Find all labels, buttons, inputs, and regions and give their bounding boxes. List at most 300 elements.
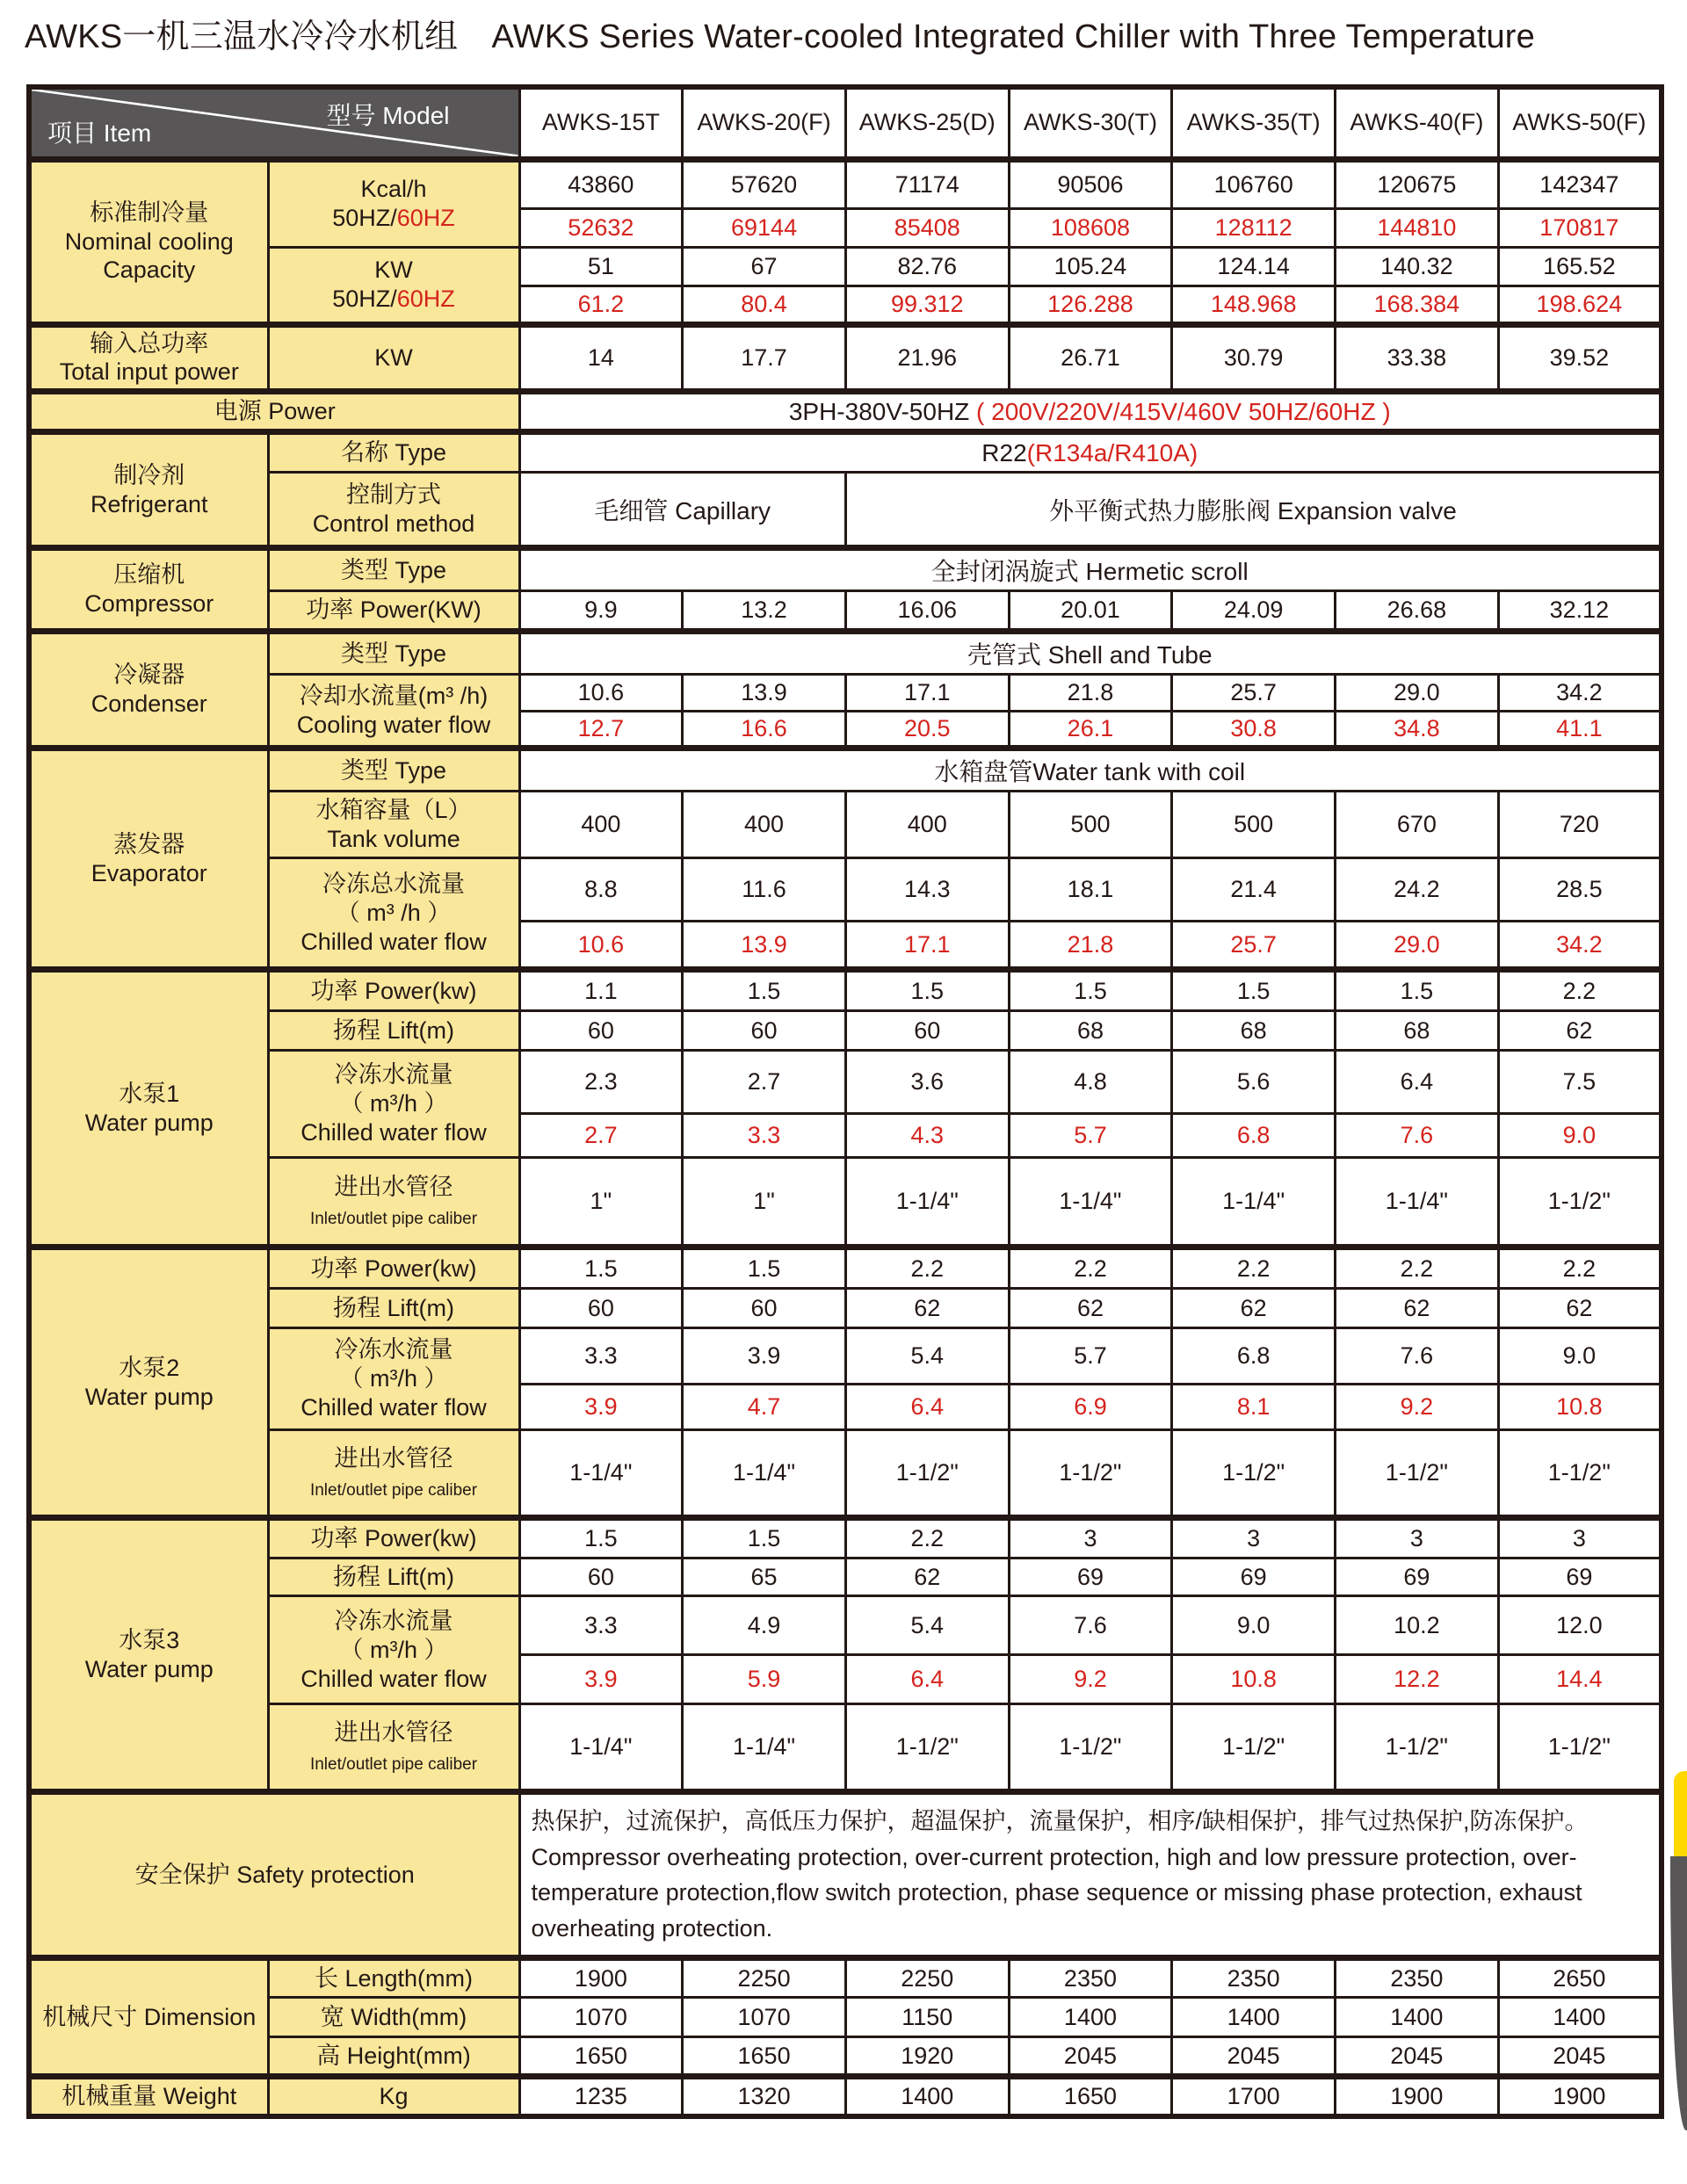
label-line: [35, 329, 264, 358]
spec-value-cell: 17.1: [845, 675, 1009, 712]
spec-value-cell: 69144: [683, 208, 846, 247]
text-segment: 功率 Power(kw): [310, 977, 477, 1004]
label-line: [273, 870, 515, 899]
table-row: [29, 1430, 1662, 1518]
table-row: [29, 1158, 1662, 1247]
row-label: [268, 632, 519, 675]
spec-value-cell: 12.7: [519, 712, 683, 748]
spec-value-cell: 2.7: [519, 1114, 683, 1158]
text-segment: 水泵1: [119, 1080, 180, 1107]
text-segment: 长 Length(mm): [314, 1964, 474, 1992]
spec-value-cell: 8.8: [519, 858, 683, 922]
text-segment: Condenser: [91, 691, 207, 718]
text-segment: 机械重量 Weight: [62, 2083, 237, 2110]
spec-value-cell: 1.5: [1009, 970, 1172, 1011]
text-segment: 60HZ: [396, 205, 455, 231]
safety-text-en: Compressor overheating protection, over-current protection, high and low pressure protection, over-temperature protection,flow switch protection, phase sequence or missing phase protection, exhaust overheating protection.: [531, 1843, 1582, 1942]
label-line: [35, 199, 264, 228]
spec-value-cell: 2045: [1009, 2037, 1172, 2077]
text-segment: 蒸发器: [113, 830, 185, 857]
spec-value-cell: 26.68: [1336, 591, 1499, 632]
spec-value-cell: 4.7: [683, 1385, 846, 1430]
spec-value-cell: 1-1/2": [1498, 1704, 1662, 1792]
spec-value-cell: 105.24: [1009, 247, 1172, 286]
label-line: [273, 1444, 515, 1473]
spec-value-cell: 1-1/2": [845, 1704, 1009, 1792]
spec-value-cell: 2.2: [1172, 1247, 1336, 1289]
spec-value-cell: 20.01: [1009, 591, 1172, 632]
group-label: [29, 324, 268, 392]
spec-value-cell: 3.6: [845, 1051, 1009, 1114]
spec-table-body: [29, 159, 1662, 2116]
spec-value-cell: 144810: [1336, 208, 1499, 247]
text-segment: （ m³/h ）: [339, 1636, 448, 1663]
spec-value-cell: 14.3: [845, 858, 1009, 922]
spec-value-cell: 25.7: [1172, 922, 1336, 970]
table-row: [29, 324, 1662, 392]
text-segment: ( 200V/220V/415V/460V 50HZ/60HZ ): [976, 397, 1391, 425]
group-label: [29, 1792, 519, 1958]
table-row: [29, 1051, 1662, 1114]
model-header: AWKS-25(D): [845, 87, 1009, 159]
label-line: [35, 830, 264, 859]
spec-value-cell: 2.2: [1009, 1247, 1172, 1289]
label-line: [273, 175, 515, 204]
text-segment: 扬程 Lift(m): [333, 1294, 454, 1321]
text-segment: Water pump: [84, 1655, 214, 1682]
text-segment: Water pump: [84, 1383, 214, 1410]
label-line: [35, 1109, 264, 1138]
label-line: [35, 859, 264, 888]
label-line: [273, 1473, 515, 1502]
model-header: AWKS-50(F): [1498, 87, 1662, 159]
row-label: [268, 548, 519, 591]
label-line: [273, 756, 515, 785]
spec-value-cell: 670: [1336, 792, 1499, 858]
text-segment: （ m³/h ）: [339, 1365, 448, 1392]
text-segment: 扬程 Lift(m): [333, 1563, 454, 1590]
label-line: [273, 825, 515, 854]
spec-value-cell: 7.5: [1498, 1051, 1662, 1114]
label-line: [273, 2082, 515, 2111]
spec-value-cell: 142347: [1498, 159, 1662, 208]
label-line: [35, 358, 264, 387]
row-label: [268, 2077, 519, 2116]
text-segment: 50HZ/: [332, 286, 397, 312]
label-line: [273, 928, 515, 957]
spec-value-cell: 13.9: [683, 675, 846, 712]
spec-value-cell: 10.8: [1498, 1385, 1662, 1430]
text-segment: 压缩机: [113, 561, 185, 589]
spec-value-cell: 500: [1009, 792, 1172, 858]
label-line: [35, 397, 515, 426]
row-label: [268, 1958, 519, 1998]
spec-value-cell: 1-1/2": [1336, 1704, 1499, 1792]
spec-value-cell: 1.5: [1336, 970, 1499, 1011]
spec-value-cell: 1070: [683, 1998, 846, 2037]
group-label: [29, 159, 268, 324]
label-line: [35, 661, 264, 690]
table-row: [29, 970, 1662, 1011]
label-line: [273, 556, 515, 585]
group-label: [29, 970, 268, 1247]
spec-span-cell: [519, 748, 1662, 792]
spec-value-cell: 7.6: [1336, 1328, 1499, 1385]
group-label: [29, 548, 268, 632]
spec-value-cell: 2.2: [1336, 1247, 1499, 1289]
spec-value-cell: 62: [1336, 1289, 1499, 1328]
label-line: [273, 1607, 515, 1636]
text-segment: Chilled water flow: [300, 1665, 487, 1692]
spec-table-header: [29, 87, 1662, 159]
label-line: [273, 1665, 515, 1694]
spec-value-cell: 57620: [683, 159, 846, 208]
right-edge-gray-ribbon: [1670, 1856, 1687, 2130]
spec-value-cell: 10.8: [1172, 1655, 1336, 1704]
label-line: [35, 560, 264, 589]
spec-value-cell: 2.3: [519, 1051, 683, 1114]
text-segment: 高 Height(mm): [316, 2042, 471, 2069]
text-segment: KW: [374, 257, 413, 284]
spec-value-cell: 1400: [845, 2077, 1009, 2116]
spec-value-cell: 2.2: [845, 1247, 1009, 1289]
label-line: [273, 1118, 515, 1147]
row-label: [268, 159, 519, 247]
text-segment: 功率 Power(KW): [306, 597, 481, 624]
table-row: [29, 247, 1662, 286]
spec-value-cell: 7.6: [1336, 1114, 1499, 1158]
spec-value-cell: 3.9: [683, 1328, 846, 1385]
spec-value-cell: 12.0: [1498, 1596, 1662, 1655]
spec-value-cell: 2350: [1009, 1958, 1172, 1998]
label-line: [35, 1080, 264, 1109]
spec-value-cell: 18.1: [1009, 858, 1172, 922]
spec-value-cell: 1070: [519, 1998, 683, 2037]
safety-text-zh: 热保护，过流保护，高低压力保护，超温保护，流量保护，相序/缺相保护，排气过热保护,防冻保护。: [531, 1808, 1589, 1835]
text-segment: 电源 Power: [214, 398, 336, 425]
spec-value-cell: 4.3: [845, 1114, 1009, 1158]
spec-value-cell: 5.7: [1009, 1114, 1172, 1158]
table-row: [29, 1289, 1662, 1328]
row-label: [268, 324, 519, 392]
spec-value-cell: 24.2: [1336, 858, 1499, 922]
spec-value-cell: 2.2: [1498, 970, 1662, 1011]
spec-value-cell: 124.14: [1172, 247, 1336, 286]
label-line: [273, 2042, 515, 2071]
label-line: [273, 1016, 515, 1045]
spec-value-cell: 62: [1172, 1289, 1336, 1328]
spec-value-cell: 16.6: [683, 712, 846, 748]
spec-value-cell: 30.79: [1172, 324, 1336, 392]
spec-value-cell: 4.8: [1009, 1051, 1172, 1114]
spec-value-cell: 6.9: [1009, 1385, 1172, 1430]
label-line: [273, 640, 515, 669]
row-label: [268, 1158, 519, 1247]
spec-value-cell: 30.8: [1172, 712, 1336, 748]
spec-value-cell: 29.0: [1336, 922, 1499, 970]
text-segment: Chilled water flow: [300, 1394, 487, 1421]
spec-value-cell: 14.4: [1498, 1655, 1662, 1704]
row-label: [268, 858, 519, 970]
label-line: [273, 2003, 515, 2032]
spec-value-cell: 400: [683, 792, 846, 858]
spec-value-cell: 41.1: [1498, 712, 1662, 748]
spec-value-cell: 400: [519, 792, 683, 858]
spec-value-cell: 9.9: [519, 591, 683, 632]
spec-value-cell: 60: [519, 1558, 683, 1596]
spec-value-cell: 85408: [845, 208, 1009, 247]
text-segment: Capacity: [103, 257, 196, 284]
spec-value-cell: 10.6: [519, 922, 683, 970]
text-segment: 水箱盘管Water tank with coil: [934, 758, 1246, 786]
spec-value-cell: 60: [519, 1289, 683, 1328]
label-line: [273, 285, 515, 314]
model-header: AWKS-30(T): [1009, 87, 1172, 159]
spec-value-cell: 21.4: [1172, 858, 1336, 922]
spec-value-cell: 33.38: [1336, 324, 1499, 392]
label-line: [273, 510, 515, 539]
spec-value-cell: 128112: [1172, 208, 1336, 247]
spec-value-cell: 9.0: [1498, 1328, 1662, 1385]
label-line: [273, 1563, 515, 1592]
spec-value-cell: 1320: [683, 2077, 846, 2116]
spec-value-cell: 10.6: [519, 675, 683, 712]
spec-value-cell: 60: [519, 1011, 683, 1051]
row-label: [268, 473, 519, 548]
spec-value-cell: 68: [1336, 1011, 1499, 1051]
label-line: [35, 1354, 264, 1383]
text-segment: Total input power: [59, 358, 239, 386]
spec-value-cell: 67: [683, 247, 846, 286]
spec-value-cell: 69: [1009, 1558, 1172, 1596]
group-label: [29, 2077, 268, 2116]
row-label: [268, 1011, 519, 1051]
table-row: [29, 632, 1662, 675]
spec-value-cell: 62: [845, 1558, 1009, 1596]
text-segment: （ m³/h ）: [339, 1090, 448, 1117]
spec-value-cell: 82.76: [845, 247, 1009, 286]
table-row: [29, 1328, 1662, 1385]
label-line: [35, 256, 264, 285]
text-segment: 冷却水流量(m³ /h): [299, 682, 489, 709]
text-segment: 冷冻水流量: [334, 1061, 453, 1088]
spec-value-cell: 1400: [1336, 1998, 1499, 2037]
spec-value-cell: 108608: [1009, 208, 1172, 247]
spec-value-cell: 21.8: [1009, 922, 1172, 970]
table-row: [29, 748, 1662, 792]
text-segment: 进出水管径: [334, 1718, 453, 1746]
label-line: [273, 438, 515, 467]
spec-value-cell: 1-1/2": [1336, 1430, 1499, 1518]
table-row: [29, 392, 1662, 432]
model-header: AWKS-35(T): [1172, 87, 1336, 159]
table-row: [29, 548, 1662, 591]
text-segment: 类型 Type: [340, 640, 447, 667]
spec-value-cell: 2250: [683, 1958, 846, 1998]
spec-value-cell: 3: [1172, 1518, 1336, 1558]
row-label: [268, 2037, 519, 2077]
label-line: [35, 461, 264, 490]
spec-value-cell: 2350: [1172, 1958, 1336, 1998]
label-line: [35, 1655, 264, 1684]
spec-value-cell: 1-1/2": [1498, 1158, 1662, 1247]
spec-value-cell: 16.06: [845, 591, 1009, 632]
spec-value-cell: 10.2: [1336, 1596, 1499, 1655]
spec-value-cell: 500: [1172, 792, 1336, 858]
label-line: [273, 899, 515, 928]
group-label: [29, 1518, 268, 1792]
group-label: [29, 432, 268, 548]
spec-value-cell: 6.4: [1336, 1051, 1499, 1114]
row-label: [268, 1558, 519, 1596]
spec-value-cell: 69: [1498, 1558, 1662, 1596]
spec-value-cell: 9.2: [1336, 1385, 1499, 1430]
spec-value-cell: 2350: [1336, 1958, 1499, 1998]
label-line: [273, 596, 515, 625]
text-segment: Water pump: [84, 1109, 214, 1136]
label-line: [35, 2003, 264, 2032]
spec-value-cell: 26.1: [1009, 712, 1172, 748]
row-label: [268, 1328, 519, 1430]
text-segment: 3PH-380V-50HZ: [788, 397, 977, 425]
spec-value-cell: 21.96: [845, 324, 1009, 392]
row-label: [268, 432, 519, 473]
spec-value-cell: 6.4: [845, 1655, 1009, 1704]
spec-value-cell: 13.2: [683, 591, 846, 632]
spec-value-cell: 90506: [1009, 159, 1172, 208]
label-line: [273, 1718, 515, 1747]
spec-value-cell: 140.32: [1336, 247, 1499, 286]
table-row: [29, 1247, 1662, 1289]
row-label: [268, 1051, 519, 1158]
text-segment: Cooling water flow: [296, 711, 491, 738]
spec-value-cell: 1.5: [1172, 970, 1336, 1011]
text-segment: 进出水管径: [334, 1444, 453, 1472]
table-row: [29, 1518, 1662, 1558]
table-row: [29, 2037, 1662, 2077]
spec-value-cell: 1900: [1498, 2077, 1662, 2116]
label-line: [273, 711, 515, 740]
spec-value-cell: 3: [1498, 1518, 1662, 1558]
spec-value-cell: 1900: [519, 1958, 683, 1998]
model-header: AWKS-20(F): [683, 87, 846, 159]
label-line: [35, 589, 264, 618]
spec-value-cell: 1650: [1009, 2077, 1172, 2116]
spec-value-cell: 60: [683, 1289, 846, 1328]
row-label: [268, 1247, 519, 1289]
spec-value-cell: 1-1/2": [1172, 1430, 1336, 1518]
text-segment: 制冷剂: [113, 461, 185, 488]
model-header: AWKS-40(F): [1336, 87, 1499, 159]
spec-value-cell: 69: [1336, 1558, 1499, 1596]
label-line: [273, 796, 515, 825]
spec-value-cell: 1-1/4": [845, 1158, 1009, 1247]
label-line: [273, 1089, 515, 1118]
text-segment: (R134a/R410A): [1026, 438, 1198, 466]
spec-split-cell: 毛细管 Capillary: [519, 473, 845, 548]
group-label: [29, 632, 268, 748]
safety-protection-text: [519, 1792, 1662, 1958]
table-row: [29, 1558, 1662, 1596]
text-segment: 控制方式: [346, 481, 441, 508]
label-line: [35, 690, 264, 719]
spec-value-cell: 17.7: [683, 324, 846, 392]
table-row: [29, 1596, 1662, 1655]
spec-value-cell: 1650: [519, 2037, 683, 2077]
spec-value-cell: 1650: [683, 2037, 846, 2077]
text-segment: 功率 Power(kw): [310, 1255, 477, 1282]
label-line: [273, 1964, 515, 1993]
spec-value-cell: 1-1/4": [1009, 1158, 1172, 1247]
spec-value-cell: 1.1: [519, 970, 683, 1011]
spec-value-cell: 11.6: [683, 858, 846, 922]
spec-span-cell: [519, 548, 1662, 591]
spec-value-cell: 32.12: [1498, 591, 1662, 632]
text-segment: 扬程 Lift(m): [333, 1016, 454, 1044]
spec-value-cell: 3.3: [519, 1596, 683, 1655]
text-segment: （ m³ /h ）: [336, 899, 452, 926]
text-segment: 壳管式 Shell and Tube: [967, 641, 1213, 669]
row-label: [268, 970, 519, 1011]
row-label: [268, 1518, 519, 1558]
spec-value-cell: 1400: [1498, 1998, 1662, 2037]
spec-value-cell: 165.52: [1498, 247, 1662, 286]
spec-value-cell: 14: [519, 324, 683, 392]
spec-span-cell: [519, 432, 1662, 473]
text-segment: Tank volume: [327, 825, 460, 852]
spec-value-cell: 1.5: [683, 1518, 846, 1558]
row-label: [268, 1704, 519, 1792]
text-segment: Evaporator: [91, 859, 207, 886]
row-label: [268, 1289, 519, 1328]
spec-value-cell: 1400: [1172, 1998, 1336, 2037]
table-row: [29, 473, 1662, 548]
table-row: [29, 1704, 1662, 1792]
label-line: [273, 977, 515, 1006]
spec-value-cell: 80.4: [683, 286, 846, 324]
table-row: [29, 159, 1662, 208]
spec-value-cell: 1700: [1172, 2077, 1336, 2116]
text-segment: 水泵3: [119, 1626, 180, 1653]
spec-value-cell: 1.5: [519, 1247, 683, 1289]
spec-value-cell: 1-1/4": [519, 1704, 683, 1792]
spec-value-cell: 68: [1172, 1011, 1336, 1051]
corner-model-label: 型号 Model: [326, 102, 450, 129]
spec-value-cell: 68: [1009, 1011, 1172, 1051]
spec-value-cell: 3.9: [519, 1385, 683, 1430]
text-segment: 冷冻水流量: [334, 1607, 453, 1634]
label-line: [273, 1335, 515, 1364]
table-row: [29, 1958, 1662, 1998]
spec-value-cell: 2045: [1172, 2037, 1336, 2077]
spec-value-cell: 28.5: [1498, 858, 1662, 922]
right-edge-yellow-ribbon: [1674, 1771, 1687, 1856]
spec-value-cell: 9.0: [1498, 1114, 1662, 1158]
row-label: [268, 1430, 519, 1518]
label-line: [35, 2082, 264, 2111]
spec-value-cell: 6.8: [1172, 1114, 1336, 1158]
text-segment: R22: [981, 438, 1027, 466]
spec-value-cell: 25.7: [1172, 675, 1336, 712]
text-segment: Inlet/outlet pipe caliber: [309, 1480, 478, 1500]
label-line: [273, 1060, 515, 1089]
header-row: [29, 87, 1662, 159]
spec-value-cell: 106760: [1172, 159, 1336, 208]
spec-span-cell: [519, 392, 1662, 432]
text-segment: Nominal cooling: [64, 228, 234, 255]
text-segment: 全封闭涡旋式 Hermetic scroll: [930, 558, 1249, 586]
spec-value-cell: 62: [1009, 1289, 1172, 1328]
